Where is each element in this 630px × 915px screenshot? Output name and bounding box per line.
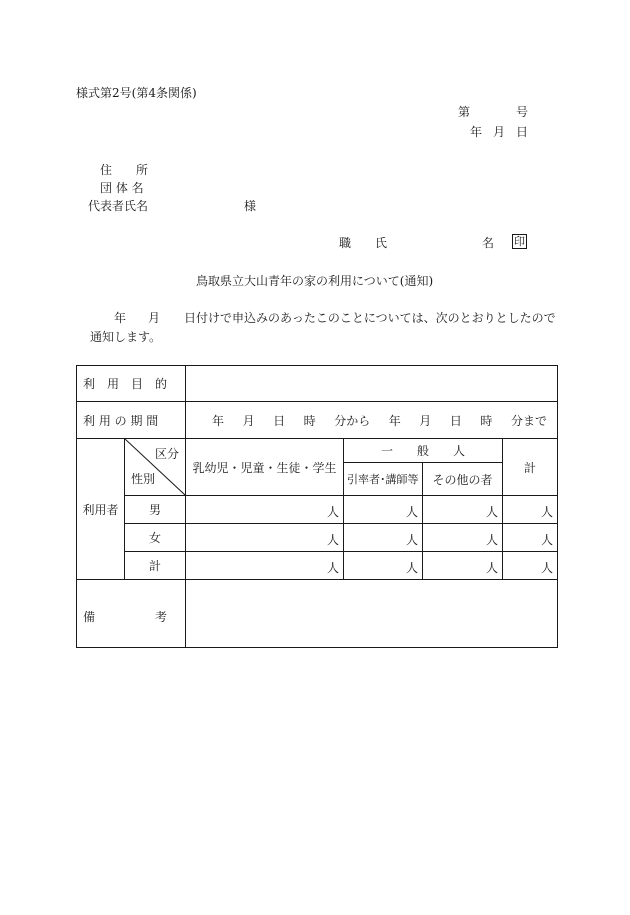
category-label: 区分 [155,447,180,461]
remarks-label: 備 考 [83,610,168,624]
male-total-cell[interactable]: 人 [503,496,558,524]
male-students-cell[interactable]: 人 [186,496,344,524]
document-number-prefix: 第 [458,105,471,119]
total-students-cell[interactable]: 人 [186,552,344,580]
period-start-hour: 時 [303,413,316,428]
official-title-label: 職 氏 [339,236,388,250]
date-month: 月 [493,125,506,139]
row-label-female: 女 [125,524,186,552]
document-number-suffix: 号 [516,105,529,119]
period-start-year: 年 [212,413,225,428]
total-leaders-cell[interactable]: 人 [344,552,423,580]
table-row [77,552,558,580]
seal-box [512,234,527,249]
body-line-2: 通知します。 [90,330,162,344]
leaders-header [344,463,423,496]
period-end-hour: 時 [480,413,493,428]
address-label: 住 所 [100,163,149,177]
seal-mark: 印 [514,235,525,248]
document-title: 鳥取県立大山青年の家の利用について(通知) [196,274,434,288]
table-row [77,524,558,552]
male-leaders-cell[interactable]: 人 [344,496,423,524]
period-label-cell [77,402,186,439]
official-name-label: 名 [482,236,495,250]
leaders-header-label: 引率者･講師等 [347,472,419,486]
representative-name-label: 代表者氏名 [88,199,149,213]
purpose-label: 利 用 目 的 [83,377,168,391]
gender-label: 性別 [131,472,156,486]
general-header [344,439,503,463]
period-value-cell[interactable] [186,402,558,439]
body-month: 月 [148,311,161,325]
total-others-cell[interactable]: 人 [423,552,503,580]
total-header-label: 計 [524,460,537,475]
purpose-label-cell [77,366,186,402]
body-line-1: 日付けで申込みのあったこのことについては、次のとおりとしたので [184,311,556,325]
students-header [186,439,344,496]
group-name-label: 団 体 名 [100,181,144,195]
remarks-value-cell[interactable] [186,580,558,648]
total-header [503,439,558,496]
others-header-label: その他の者 [432,472,493,487]
date-day: 日 [516,125,529,139]
period-end-year: 年 [388,413,401,428]
female-total-cell[interactable]: 人 [503,524,558,552]
table-row [77,496,558,524]
period-start-day: 日 [273,413,286,428]
female-students-cell[interactable]: 人 [186,524,344,552]
honorific: 様 [244,199,257,213]
form-number: 様式第2号(第4条関係) [76,86,197,100]
category-gender-header [125,439,186,496]
purpose-value-cell[interactable] [186,366,558,402]
general-header-label: 一 般 人 [381,444,466,458]
female-leaders-cell[interactable]: 人 [344,524,423,552]
period-end-month: 月 [419,413,432,428]
usage-table [76,365,558,648]
students-header-label: 乳幼児・児童・生徒・学生 [192,460,337,475]
period-start-month: 月 [242,413,255,428]
date-year: 年 [470,125,483,139]
remarks-label-cell [77,580,186,648]
female-others-cell[interactable]: 人 [423,524,503,552]
users-label-cell [77,439,125,580]
period-end-minute: 分まで [510,413,547,428]
period-parts [212,412,547,429]
row-label-total: 計 [125,552,186,580]
body-year: 年 [114,311,127,325]
users-label: 利用者 [82,503,119,517]
period-end-day: 日 [449,413,462,428]
period-start-minute: 分から [334,413,371,428]
row-label-male: 男 [125,496,186,524]
grand-total-cell[interactable]: 人 [503,552,558,580]
period-label: 利 用 の 期 間 [83,413,159,428]
male-others-cell[interactable]: 人 [423,496,503,524]
others-header [423,463,503,496]
